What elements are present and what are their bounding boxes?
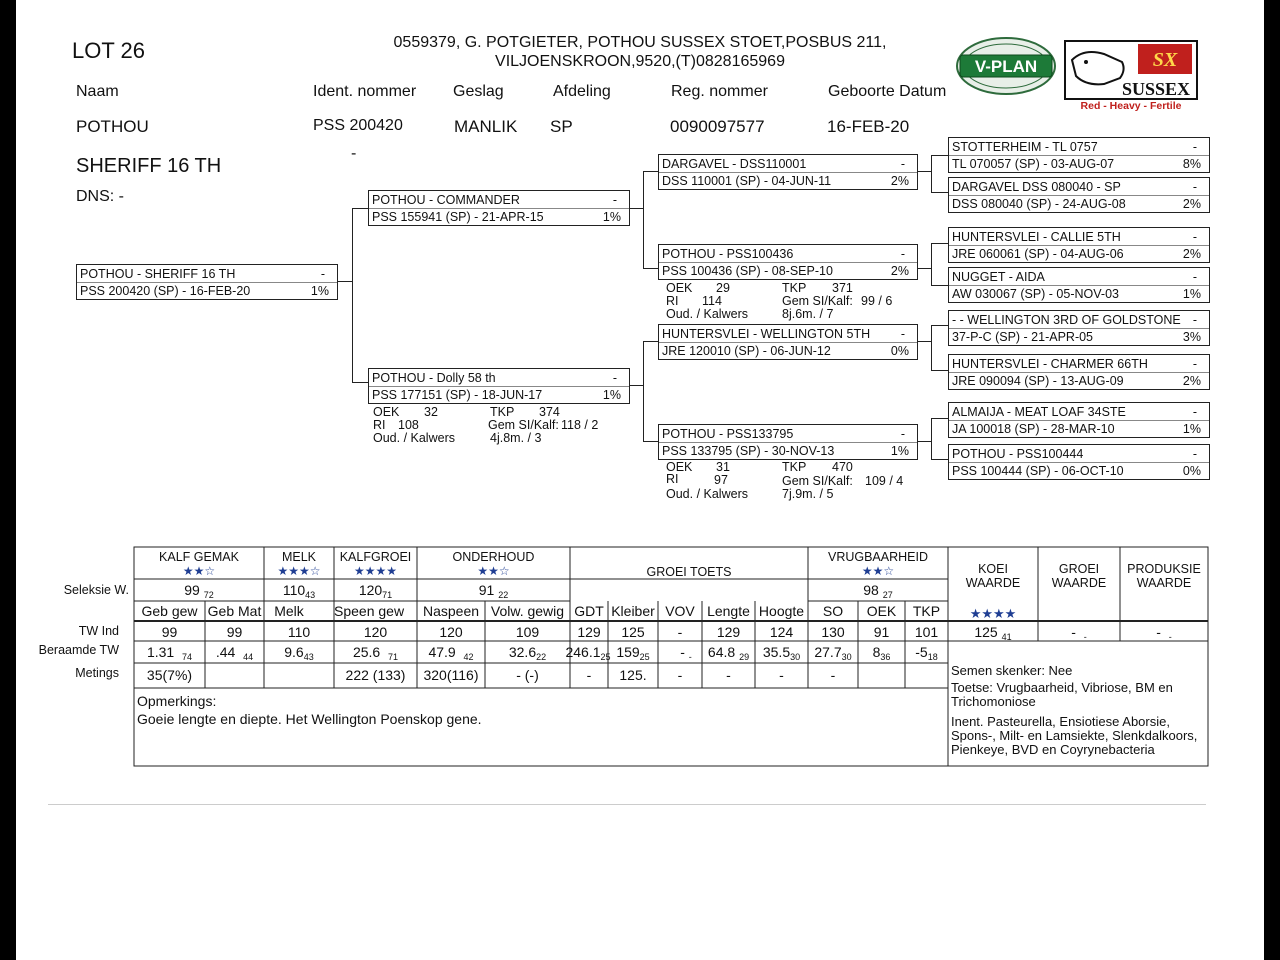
sd-oek-label: OEK (666, 281, 693, 295)
vaccinations-line-1: Inent. Pasteurella, Ensiotiese Aborsie, (951, 714, 1170, 729)
pedigree-name: HUNTERSVLEI - WELLINGTON 5TH (662, 327, 871, 341)
sd-oek-value: 29 (716, 281, 730, 295)
seleksie-kalfgroei (334, 582, 417, 600)
pedigree-name: DARGAVEL - DSS110001 (662, 157, 807, 171)
pedigree-pct: 2% (1182, 197, 1201, 211)
pedigree-mark: - (1192, 270, 1197, 284)
pedigree-mark: - (320, 267, 325, 281)
pedigree-name: STOTTERHEIM - TL 0757 (952, 140, 1098, 154)
seleksie-value: 98 (863, 582, 879, 598)
beraamde-cell: .44 $_{44}$ (215, 644, 254, 662)
pedigree-detail: PSS 133795 (SP) - 30-NOV-13 (662, 444, 835, 458)
label-reg: Reg. nommer (671, 83, 768, 100)
pedigree-name: POTHOU - Dolly 58 th (372, 371, 496, 385)
sd-gem-label: Gem SI/Kalf: (782, 294, 853, 308)
col-group-melk: MELK (281, 550, 317, 564)
col-geb-gew: Geb gew (141, 603, 198, 619)
metings-cell: - (779, 667, 784, 683)
pedigree-detail: PSS 200420 (SP) - 16-FEB-20 (80, 284, 251, 298)
beraamde-cell: $9.6_{43}$ (284, 644, 314, 662)
pedigree-mark: - (612, 193, 617, 207)
label-ident: Ident. nommer (313, 83, 417, 100)
pedigree-detail: JA 100018 (SP) - 28-MAR-10 (952, 422, 1115, 436)
seleksie-sub: 71 (382, 590, 393, 600)
tw-ind-cell: 91 (873, 624, 890, 640)
row-label-seleksie: Seleksie W. (63, 583, 129, 597)
metings-cell: - (830, 667, 836, 683)
tw-ind-cell: 120 (363, 624, 388, 640)
tw-ind-cell: 110 (287, 624, 311, 640)
tw-ind-groei (1038, 624, 1120, 642)
seleksie-sub: 27 (882, 590, 893, 600)
tw-ind-cell: 99 (161, 624, 178, 640)
sd-ri-value: 114 (702, 294, 722, 308)
tw-ind-groei-sub: - (1083, 632, 1087, 642)
col-koei-label-1: KOEI (978, 562, 1008, 576)
metings-cell: - (-) (516, 667, 539, 683)
col-produksie-label-1: PRODUKSIE (1127, 562, 1201, 576)
tw-ind-koei-value: 125 (974, 624, 998, 640)
tw-ind-groei-value: - (1071, 624, 1076, 640)
dam-oek-value: 32 (424, 405, 438, 419)
pedigree-mark: - (1192, 313, 1197, 327)
sd-oud-label: Oud. / Kalwers (666, 307, 748, 321)
tw-ind-koei-sub: 41 (1001, 632, 1012, 642)
pedigree-mark: - (900, 427, 905, 441)
pedigree-pct: 1% (890, 444, 909, 458)
pedigree-mark: - (1192, 405, 1197, 419)
tw-ind-cell: 129 (577, 624, 601, 640)
col-group-groei-toets: GROEI TOETS (646, 565, 732, 579)
pedigree-pct: 2% (890, 264, 909, 278)
page (16, 0, 1264, 960)
pedigree-name: POTHOU - SHERIFF 16 TH (80, 267, 236, 281)
col-groei-label-1: GROEI (1058, 562, 1100, 576)
pedigree-detail: PSS 155941 (SP) - 21-APR-15 (372, 210, 544, 224)
lot-number: LOT 26 (72, 38, 145, 63)
col-vov: VOV (665, 603, 695, 619)
dam-oek-label: OEK (373, 405, 400, 419)
dd-oek-label: OEK (666, 460, 693, 474)
dam-tkp-value: 374 (539, 405, 560, 419)
seleksie-value: 120 (358, 582, 383, 598)
breeder-line-1: 0559379, G. POTGIETER, POTHOU SUSSEX STOET,POSBUS 211, (393, 34, 887, 51)
star-rating-icon: ★★☆ (861, 564, 895, 578)
value-afdeling: SP (550, 117, 573, 136)
pedigree-pct: 1% (602, 388, 621, 402)
dd-ri-value: 97 (714, 473, 728, 487)
seleksie-value: 99 (184, 582, 200, 598)
beraamde-cell: - $_-$ (680, 644, 692, 662)
col-melk: Melk (274, 603, 304, 619)
beraamde-cell: $32.6_{22}$ (508, 644, 547, 662)
pedigree-detail: DSS 080040 (SP) - 24-AUG-08 (952, 197, 1126, 211)
beraamde-cell: 1.31 $_{74}$ (146, 644, 193, 662)
pedigree-mark: - (1192, 447, 1197, 461)
pedigree-name: DARGAVEL DSS 080040 - SP (952, 180, 1121, 194)
metings-cell: - (726, 667, 731, 683)
dam-oud-label: Oud. / Kalwers (373, 431, 455, 445)
col-hoogte: Hoogte (758, 603, 805, 619)
tw-ind-cell: - (677, 624, 683, 640)
semen-donor: Semen skenker: Nee (951, 663, 1073, 678)
pedigree-name: ALMAIJA - MEAT LOAF 34STE (952, 405, 1126, 419)
col-geb-mat: Geb Mat (207, 603, 262, 619)
dam-ri-label: RI (373, 418, 386, 432)
pedigree-pct: 1% (1182, 287, 1201, 301)
col-koei-label-2: WAARDE (965, 576, 1021, 590)
row-label-tw-ind: TW Ind (78, 624, 119, 638)
tw-ind-cell: 101 (914, 624, 939, 640)
pedigree-detail: AW 030067 (SP) - 05-NOV-03 (952, 287, 1119, 301)
pedigree-mark: - (1192, 180, 1197, 194)
tw-ind-koei (948, 624, 1038, 642)
seleksie-sub: 43 (305, 590, 316, 600)
remarks-label: Opmerkings: (137, 693, 217, 709)
star-rating-icon: ★★☆ (477, 564, 510, 578)
sd-ri-label: RI (666, 294, 679, 308)
pedigree-pct: 1% (602, 210, 621, 224)
star-rating-icon: ★★★★ (353, 564, 398, 578)
label-naam: Naam (76, 83, 119, 100)
footer-divider (48, 804, 1206, 805)
sd-tkp-label: TKP (782, 281, 807, 295)
tests-line-1: Toetse: Vrugbaarheid, Vibriose, BM en (951, 680, 1173, 695)
dd-gem-value: 109 / 4 (865, 474, 904, 488)
col-group-onderhoud: ONDERHOUD (452, 550, 535, 564)
col-groei-label-2: WAARDE (1051, 576, 1107, 590)
col-group-kalfgroei: KALFGROEI (339, 550, 412, 564)
col-so: SO (822, 603, 844, 619)
col-speen-gew: Speen gew (334, 603, 405, 619)
remarks-text: Goeie lengte en diepte. Het Wellington Poenskop gene. (137, 711, 482, 727)
pedigree-detail: 37-P-C (SP) - 21-APR-05 (952, 330, 1094, 344)
star-rating-icon: ★★★☆ (277, 564, 321, 578)
breeder-line-2: VILJOENSKROON,9520,(T)0828165969 (495, 53, 785, 70)
label-geslag: Geslag (453, 83, 504, 100)
dam-gem-label: Gem SI/Kalf: (488, 418, 559, 432)
pedigree-mark: - (900, 327, 905, 341)
beraamde-cell: $35.5_{30}$ (762, 644, 801, 662)
beraamde-cell: 64.8 $_{29}$ (707, 644, 750, 662)
pedigree-pct: 8% (1182, 157, 1201, 171)
pedigree-detail: PSS 100436 (SP) - 08-SEP-10 (662, 264, 833, 278)
pedigree-name: POTHOU - COMMANDER (372, 193, 520, 207)
beraamde-cell: $246.1_{25}$ (565, 644, 611, 662)
seleksie-onderhoud (417, 582, 570, 600)
pedigree-name: - - WELLINGTON 3RD OF GOLDSTONE (952, 313, 1181, 327)
label-geboorte: Geboorte Datum (828, 83, 947, 100)
seleksie-value: 91 (478, 582, 495, 598)
sd-gem-value: 99 / 6 (861, 294, 893, 308)
pedigree-pct: 2% (1182, 374, 1201, 388)
metings-cell: - (586, 667, 592, 683)
pedigree-pct: 2% (1182, 247, 1201, 261)
dam-ri-value: 108 (398, 418, 419, 432)
star-rating-icon: ★★☆ (182, 564, 216, 578)
vaccinations-line-2: Spons-, Milt- en Lamsiekte, Slenkdalkoors, (951, 728, 1198, 743)
metings-cell: - (677, 667, 683, 683)
value-naam: POTHOU (76, 117, 149, 136)
tw-ind-cell: 109 (515, 624, 540, 640)
col-naspeen: Naspeen (422, 603, 480, 619)
col-gdt: GDT (574, 603, 604, 619)
tw-ind-cell: 130 (821, 624, 845, 640)
seleksie-vrugbaarheid (808, 582, 948, 600)
tests-line-2: Trichomoniose (951, 694, 1036, 709)
value-reg: 0090097577 (670, 117, 765, 136)
animal-name-2: SHERIFF 16 TH (76, 155, 222, 177)
pedigree-mark: - (900, 247, 905, 261)
pedigree-detail: JRE 120010 (SP) - 06-JUN-12 (662, 344, 831, 358)
metings-cell: 320(116) (423, 667, 479, 683)
pedigree-detail: JRE 060061 (SP) - 04-AUG-06 (952, 247, 1124, 261)
beraamde-cell: 47.9 $_{42}$ (428, 644, 474, 662)
dam-oud-value: 4j.8m. / 3 (490, 431, 542, 445)
col-group-vrugbaarheid: VRUGBAARHEID (827, 550, 929, 564)
pedigree-mark: - (1192, 357, 1197, 371)
sussex-tagline: Red - Heavy - Fertile (1080, 100, 1182, 112)
pedigree-detail: TL 070057 (SP) - 03-AUG-07 (952, 157, 1115, 171)
tw-ind-cell: 129 (716, 624, 741, 640)
pedigree-detail: PSS 177151 (SP) - 18-JUN-17 (372, 388, 543, 402)
value-geslag: MANLIK (454, 117, 518, 136)
tw-ind-cell: 99 (226, 624, 243, 640)
vplan-logo-text: V-PLAN (974, 57, 1038, 76)
star-rating-icon: ★★★★ (969, 606, 1017, 621)
tw-ind-cell: 120 (439, 624, 463, 640)
metings-cell: 222 (133) (345, 667, 406, 683)
dd-ri-label: RI (666, 472, 679, 486)
pedigree-name: POTHOU - PSS133795 (662, 427, 794, 441)
seleksie-melk (264, 582, 334, 600)
pedigree-mark: - (612, 371, 617, 385)
seleksie-kalf-gemak (134, 582, 264, 600)
tw-ind-cell: 125 (621, 624, 645, 640)
pedigree-name: POTHOU - PSS100444 (952, 447, 1084, 461)
col-tkp: TKP (912, 603, 941, 619)
pedigree-mark: - (1192, 230, 1197, 244)
tw-ind-produksie-value: - (1156, 624, 1161, 640)
pedigree-mark: - (900, 157, 905, 171)
col-lengte: Lengte (707, 603, 750, 619)
row-label-beraamde: Beraamde TW (38, 643, 119, 657)
dd-tkp-value: 470 (832, 460, 853, 474)
col-produksie-label-2: WAARDE (1136, 576, 1192, 590)
dns-text: DNS: - (76, 188, 124, 205)
pedigree-name: HUNTERSVLEI - CALLIE 5TH (952, 230, 1121, 244)
dd-oek-value: 31 (716, 460, 730, 474)
vaccinations-line-3: Pienkeye, BVD en Coyrynebacteria (951, 742, 1155, 757)
pedigree-pct: 1% (1182, 422, 1201, 436)
col-group-kalf-gemak: KALF GEMAK (159, 550, 239, 564)
sussex-logo-text: SUSSEX (1121, 79, 1191, 99)
pedigree-mark: - (1192, 140, 1197, 154)
tw-ind-produksie (1120, 624, 1208, 642)
ident-dash: - (351, 145, 357, 162)
beraamde-cell: $-5_{18}$ (915, 644, 938, 662)
dam-gem-value: 118 / 2 (561, 418, 599, 432)
dam-tkp-label: TKP (490, 405, 515, 419)
label-afdeling: Afdeling (553, 83, 611, 100)
seleksie-value: 110 (282, 582, 306, 598)
dd-oud-value: 7j.9m. / 5 (782, 487, 834, 501)
pedigree-pct: 1% (310, 284, 329, 298)
pedigree-detail: PSS 100444 (SP) - 06-OCT-10 (952, 464, 1124, 478)
row-label-metings: Metings (75, 666, 119, 680)
pedigree-detail: DSS 110001 (SP) - 04-JUN-11 (662, 174, 832, 188)
col-oek: OEK (866, 603, 897, 619)
value-geboorte: 16-FEB-20 (827, 117, 910, 136)
pedigree-name: HUNTERSVLEI - CHARMER 66TH (952, 357, 1148, 371)
dd-tkp-label: TKP (782, 460, 807, 474)
beraamde-cell: $27.7_{30}$ (814, 644, 852, 662)
table-grid (16, 0, 1264, 960)
beraamde-cell: $159_{25}$ (616, 644, 650, 662)
dd-oud-label: Oud. / Kalwers (666, 487, 748, 501)
tw-ind-cell: 124 (769, 624, 794, 640)
metings-cell: 125. (619, 667, 647, 683)
sd-tkp-value: 371 (832, 281, 853, 295)
seleksie-sub: 22 (498, 590, 509, 600)
beraamde-cell: 25.6 $_{71}$ (352, 644, 399, 662)
metings-cell: 35(7%) (146, 667, 193, 683)
pedigree-pct: 3% (1182, 330, 1201, 344)
pedigree-pct: 2% (890, 174, 909, 188)
sd-oud-value: 8j.6m. / 7 (782, 307, 834, 321)
tw-ind-produksie-sub: - (1168, 632, 1172, 642)
pedigree-name: POTHOU - PSS100436 (662, 247, 794, 261)
sussex-logo-mark: SX (1152, 49, 1178, 71)
value-ident: PSS 200420 (313, 117, 403, 134)
pedigree-name: NUGGET - AIDA (952, 270, 1045, 284)
seleksie-sub: 72 (203, 590, 214, 600)
pedigree-detail: JRE 090094 (SP) - 13-AUG-09 (952, 374, 1124, 388)
pedigree-pct: 0% (890, 344, 909, 358)
pedigree-pct: 0% (1182, 464, 1201, 478)
dd-gem-label: Gem SI/Kalf: (782, 474, 853, 488)
col-volw-gewig: Volw. gewig (490, 603, 565, 619)
beraamde-cell: $8_{36}$ (872, 644, 891, 662)
col-kleiber: Kleiber (611, 603, 655, 619)
